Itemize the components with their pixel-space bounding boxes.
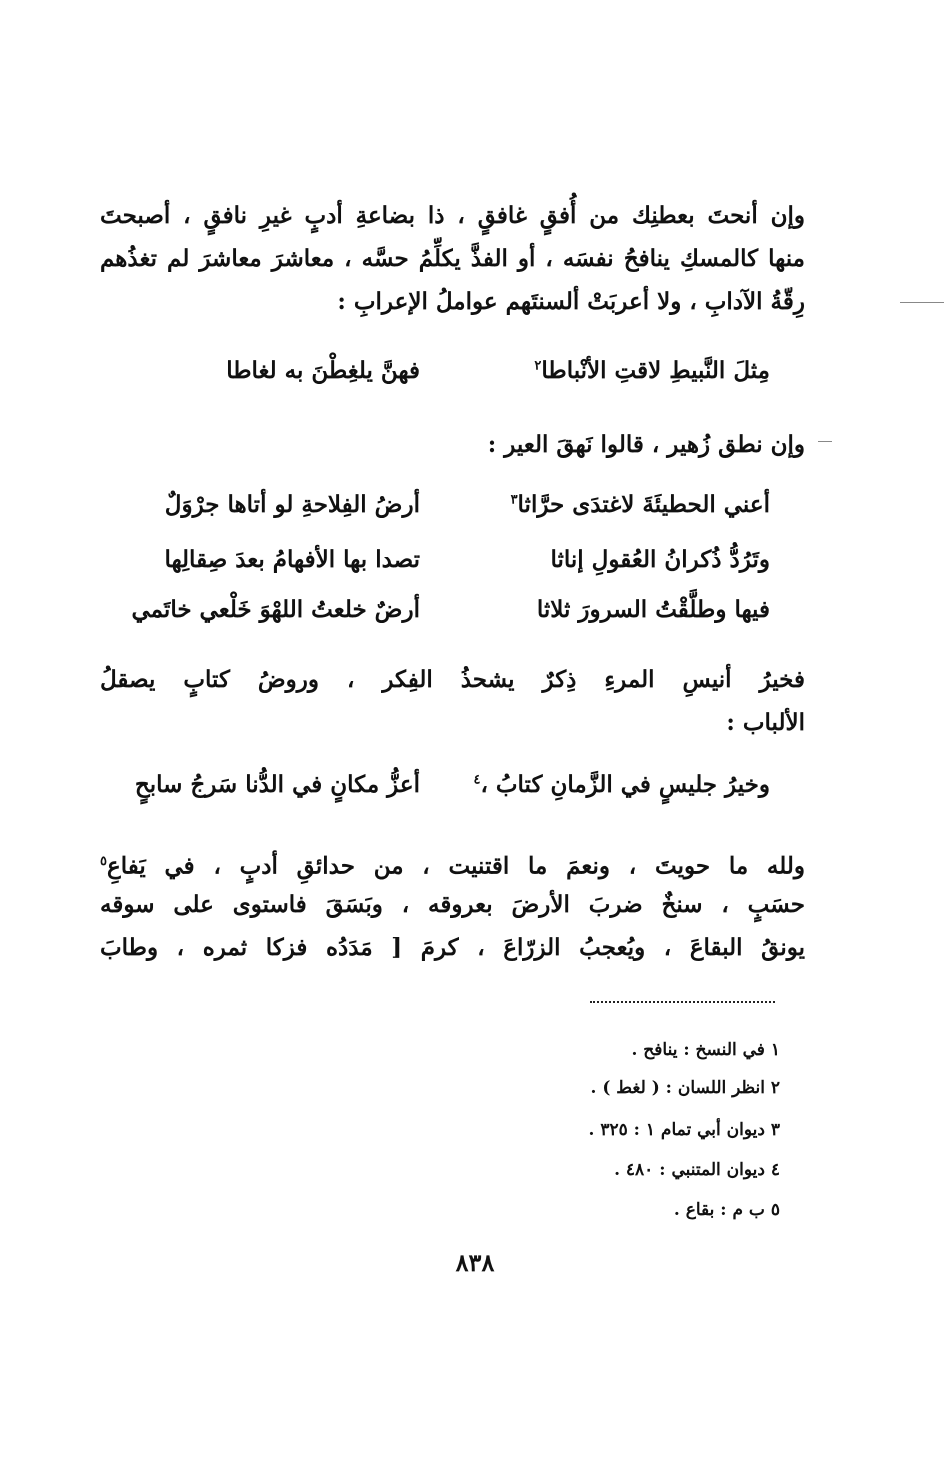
paragraph-line: فخيرُ أنيسِ المرءِ ذِكرٌ يشحذُ الفِكر ، وروضُ كتابٍ يصقلُ bbox=[100, 666, 805, 693]
verse-hemistich-right: أرضٌ خلعتُ اللهْوَ خَلْعي خاتَمي bbox=[131, 595, 420, 623]
verse-line bbox=[120, 348, 770, 392]
footnote-marker: ٢ bbox=[534, 357, 542, 373]
verse-hemistich-right: فهنَّ يلغِطْنَ به لغاطا bbox=[226, 356, 420, 384]
verse-hemistich-left: وتَرُدُّ ذُكرانُ العُقولِ إناثا bbox=[550, 545, 770, 573]
paragraph-4 bbox=[100, 840, 805, 969]
margin-mark bbox=[900, 302, 944, 303]
verse-line bbox=[120, 482, 770, 526]
verse-hemistich-right: أرضُ الفِلاحةِ لو أتاها جرْوَلٌ bbox=[164, 490, 420, 518]
verse-line bbox=[120, 587, 770, 631]
footnote-marker: ٤ bbox=[473, 771, 481, 787]
footnote: ١ في النسخ : ينافح . bbox=[631, 1040, 780, 1060]
margin-mark bbox=[818, 441, 832, 442]
paragraph-2 bbox=[100, 423, 805, 466]
verse-hemistich-left: أعني الحطيئَةَ لاغتدَى حرَّاثا$^٣$ bbox=[510, 490, 770, 518]
footnote: ٥ ب م : بقاع . bbox=[673, 1200, 780, 1220]
footnote: ٤ ديوان المتنبي : ٤٨٠ . bbox=[614, 1160, 780, 1180]
paragraph-line: وإن نطق زُهير ، قالوا نَهقَ العير : bbox=[487, 431, 805, 458]
footnote: ٢ انظر اللسان : ( لغط ) . bbox=[590, 1078, 780, 1098]
page-number: ٨٣٨ bbox=[455, 1248, 495, 1277]
paragraph-line: حسَبٍ ، سنخٌ ضربَ الأرضَ بعروقه ، وبَسَقَ فاستوى على سوقه bbox=[100, 891, 805, 918]
verse-hemistich-left: مِثلَ النَّبيطِ لاقتِ الأنْباطا$^٢$ bbox=[534, 356, 770, 384]
verse-hemistich-left: فيها وطلَّقْتُ السرورَ ثلاثا bbox=[536, 595, 770, 623]
paragraph-line: ولله ما حويتَ ، ونعمَ ما اقتنيت ، من حدائقِ أدبٍ ، في يَفاعِ$^٥$ bbox=[100, 852, 805, 880]
footnote-marker: ٣ bbox=[510, 491, 518, 507]
paragraph-line: الألباب : bbox=[726, 709, 805, 736]
paragraph-line: رِقّةُ الآدابِ ، ولا أعربَتْ ألسنتَهم عواملُ الإعرابِ : bbox=[337, 288, 805, 315]
verse-line bbox=[120, 537, 770, 581]
verse-hemistich-right: تصدا بها الأفهامُ بعدَ صِقالِها bbox=[164, 545, 420, 573]
paragraph-line: يونقُ البقاعَ ، ويُعجبُ الزرّاعَ ، كرمَ [ مَدَدُه فزكا ثمره ، وطابَ bbox=[100, 934, 805, 961]
verse-line bbox=[120, 762, 770, 806]
footnote: ٣ ديوان أبي تمام ١ : ٣٢٥ . bbox=[588, 1120, 780, 1140]
footnote-marker: ٥ bbox=[100, 854, 107, 869]
paragraph-1 bbox=[100, 194, 805, 323]
paragraph-3 bbox=[100, 658, 805, 744]
paragraph-line: وإن أنحتَ بعطنِك من أُفقٍ غافقٍ ، ذا بضاعةِ أدبٍ غيرِ نافقٍ ، أصبحتَ bbox=[100, 202, 805, 229]
verse-hemistich-left: وخيرُ جليسٍ في الزَّمانِ كتابُ ،$^٤$ bbox=[473, 770, 770, 798]
footnote-separator bbox=[590, 1001, 775, 1003]
verse-hemistich-right: أعزُّ مكانٍ في الدُّنا سَرجُ سابحٍ bbox=[134, 770, 420, 798]
paragraph-line: منها كالمسكِ ينافحُ نفسَه ، أو الفذَّ يكلِّمُ حسَّه ، معاشرَ معاشرَ لم تغذُهم bbox=[100, 245, 805, 272]
